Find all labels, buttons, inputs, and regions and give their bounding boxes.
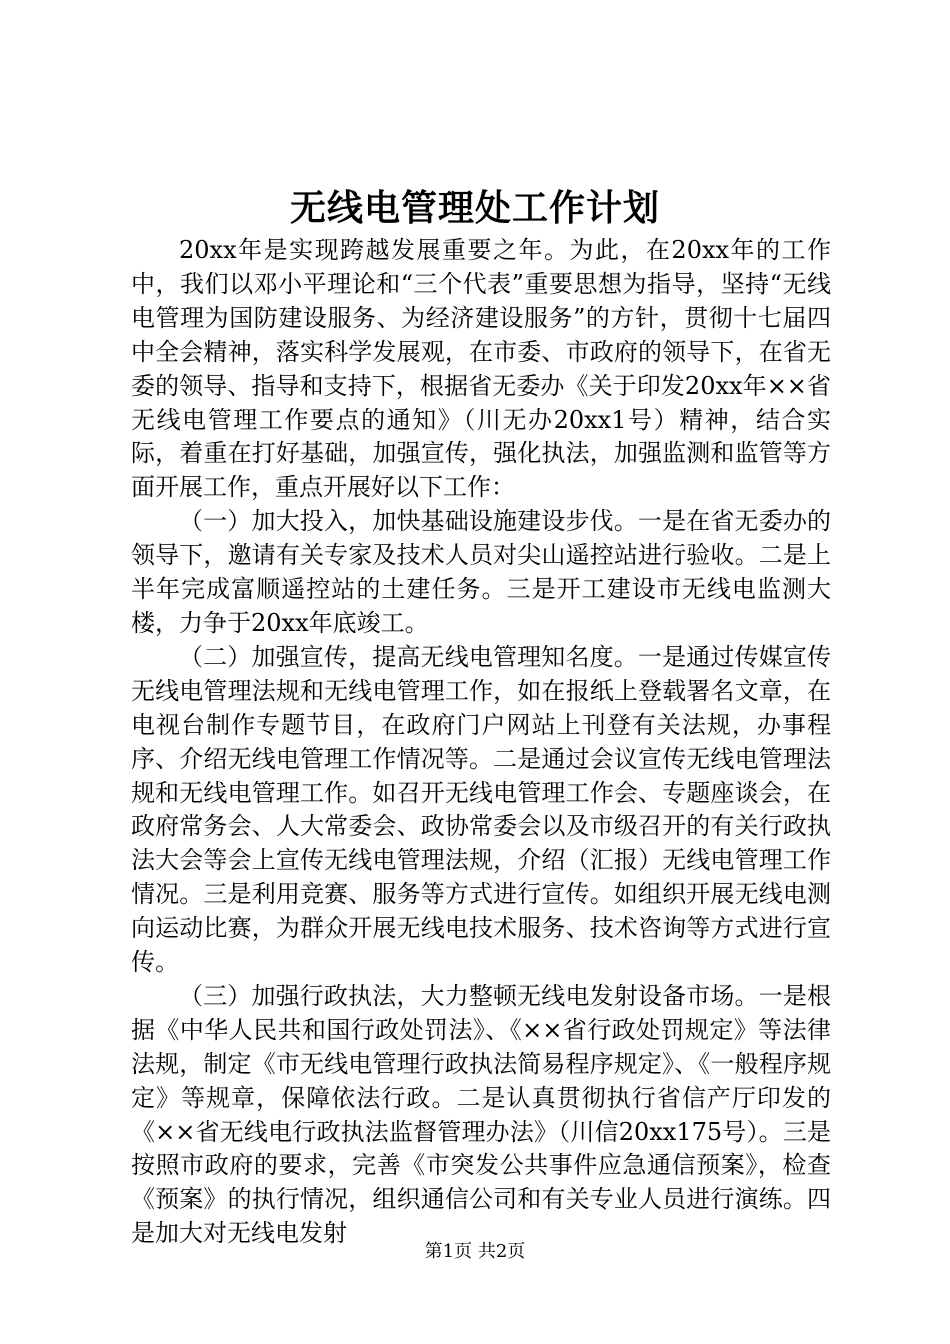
page-number-footer: 第1页 共2页 xyxy=(424,1241,526,1262)
paragraph-intro: 20xx年是实现跨越发展重要之年。为此，在20xx年的工作中，我们以邓小平理论和“三个代表”重要思想为指导，坚持“无线电管理为国防建设服务、为经济建设服务”的方针，贯彻十七届四中全会精神，落实科学发展观，在市委、市政府的领导下，在省无委的领导、指导和支持下，根据省无委办《关于印发20xx年××省无线电管理工作要点的通知》（川无办20xx1号）精神，结合实际，着重在打好基础，加强宣传，强化执法，加强监测和监管等方面开展工作，重点开展好以下工作： xyxy=(131,236,831,502)
paragraph-section-2: （二）加强宣传，提高无线电管理知名度。一是通过传媒宣传无线电管理法规和无线电管理工作，如在报纸上登载署名文章，在电视台制作专题节目，在政府门户网站上刊登有关法规，办事程序、介绍无线电管理工作情况等。二是通过会议宣传无线电管理法规和无线电管理工作。如召开无线电管理工作会、专题座谈会，在政府常务会、人大常委会、政协常委会以及市级召开的有关行政执法大会等会上宣传无线电管理法规，介绍（汇报）无线电管理工作情况。三是利用竞赛、服务等方式进行宣传。如组织开展无线电测向运动比赛，为群众开展无线电技术服务、技术咨询等方式进行宣传。 xyxy=(131,642,831,977)
document-body xyxy=(131,234,831,1251)
document-title: 无线电管理处工作计划 xyxy=(289,187,660,229)
paragraph-section-3: （三）加强行政执法，大力整顿无线电发射设备市场。一是根据《中华人民共和国行政处罚法》、《××省行政处罚规定》等法律法规，制定《市无线电管理行政执法简易程序规定》、《一般程序规定》等规章，保障依法行政。二是认真贯彻执行省信产厅印发的《××省无线电行政执法监督管理办法》（川信20xx175号）。三是按照市政府的要求，完善《市突发公共事件应急通信预案》，检查《预案》的执行情况，组织通信公司和有关专业人员进行演练。四是加大对无线电发射 xyxy=(131,981,831,1248)
paragraph-section-1: （一）加大投入，加快基础设施建设步伐。一是在省无委办的领导下，邀请有关专家及技术人员对尖山遥控站进行验收。二是上半年完成富顺遥控站的土建任务。三是开工建设市无线电监测大楼，力争于20xx年底竣工。 xyxy=(131,507,831,637)
